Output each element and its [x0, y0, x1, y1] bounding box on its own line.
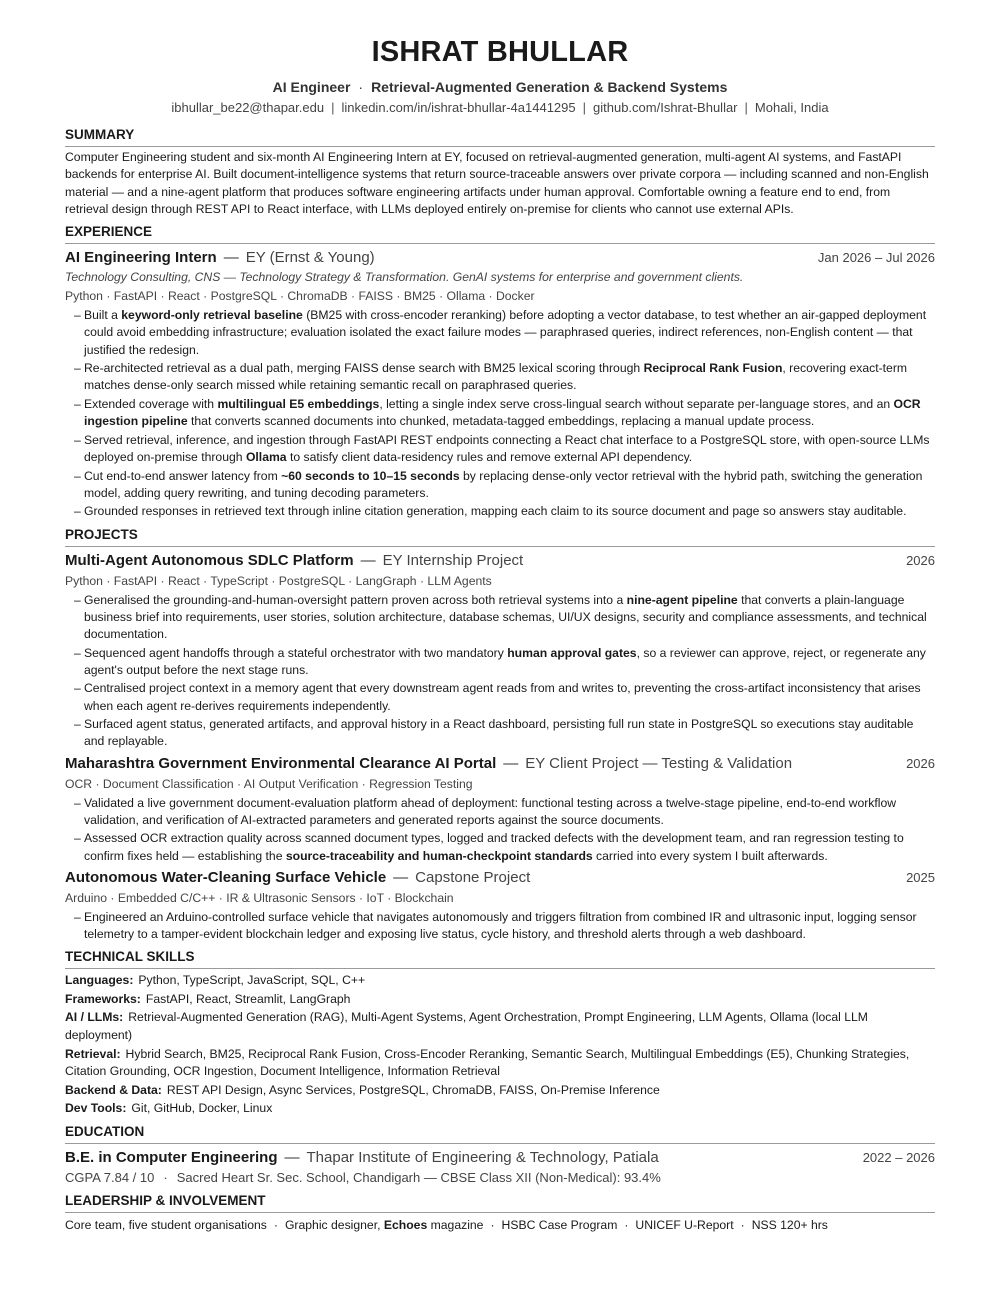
project-date: 2025	[906, 869, 935, 885]
leadership-item: Core team, five student organisations	[65, 1217, 267, 1232]
headline-focus: Retrieval-Augmented Generation & Backend Systems	[371, 79, 728, 95]
bullet-emphasis: OCR ingestion pipeline	[84, 396, 921, 429]
bullet-text: Validated a live government document-evaluation platform ahead of deployment: functional testing across a twelve-stage pipeline, end-to-end workflow validation, and verification of AI-extracted parameters and generated reports against the source documents.	[84, 795, 897, 827]
contact-separator: |	[744, 100, 748, 115]
institution: Thapar Institute of Engineering & Technology, Patiala	[306, 1148, 659, 1166]
bullet-text: (BM25 with cross-encoder reranking) before adopting a vector database, to test whether an air-gapped deployment could avoid embedding infrastructure; evaluation isolated the exact failure modes — paraphrased queries, indirect references, non-English content — that justified the redesign.	[84, 308, 927, 357]
candidate-name: ISHRAT BHULLAR	[371, 36, 629, 68]
leadership-item: HSBC Case Program	[501, 1217, 618, 1232]
project-title: Maharashtra Government Environmental Clearance AI Portal	[65, 754, 497, 772]
bullet-dash: –	[74, 909, 81, 924]
location: Mohali, India	[754, 100, 829, 115]
bullet-text: Extended coverage with	[84, 396, 218, 411]
contact-separator: |	[331, 100, 335, 115]
skills-heading: TECHNICAL SKILLS	[65, 948, 935, 969]
leadership-item: Graphic designer,	[284, 1217, 384, 1232]
project-entry-header	[65, 551, 935, 571]
skill-row	[65, 1082, 935, 1100]
bullet-text: Grounded responses in retrieved text through inline citation generation, mapping each claim to its source document and page so answers stay auditable.	[84, 504, 907, 519]
project-entry-header	[65, 754, 935, 774]
skill-value: Python, TypeScript, JavaScript, SQL, C++	[138, 973, 366, 988]
skill-row	[65, 1009, 935, 1044]
list-item	[65, 645, 935, 679]
skill-value: FastAPI, React, Streamlit, LangGraph	[145, 991, 351, 1006]
job-tech-stack: Python · FastAPI · React · PostgreSQL · ChromaDB · FAISS · BM25 · Ollama · Docker	[65, 289, 535, 304]
separator-dot: ·	[624, 1217, 629, 1232]
project-bullet-list	[65, 909, 935, 943]
bullet-text: that converts scanned documents into chunked, metadata-tagged embeddings, replacing a manual update process.	[187, 414, 815, 429]
summary-text: Computer Engineering student and six-month AI Engineering Intern at EY, focused on retrieval-augmented generation, multi-agent AI systems, and FastAPI backends for enterprise AI. Built document-intelligence systems that return source-traceable answers over private corpora — including scanned and non-English material — and a nine-agent platform that produces software engineering artifacts under human approval. Comfortable owning a feature end to end, from retrieval design through REST API to React interface, with LLMs deployed entirely on-premise for clients who cannot use external APIs.	[65, 150, 929, 216]
project-date: 2026	[906, 552, 935, 568]
em-dash: —	[393, 868, 409, 886]
bullet-text: Generalised the grounding-and-human-oversight pattern proven across both retrieval systems into a	[84, 592, 627, 607]
skill-row	[65, 972, 935, 990]
bullet-text: Cut end-to-end answer latency from	[84, 468, 282, 483]
project-bullet-list	[65, 795, 935, 865]
list-item	[65, 592, 935, 644]
job-bullet-list	[65, 307, 935, 520]
bullet-text: Surfaced agent status, generated artifacts, and approval history in a React dashboard, persisting full run state in PostgreSQL so executions stay auditable and replayable.	[84, 717, 914, 749]
degree: B.E. in Computer Engineering	[65, 1148, 278, 1166]
separator-dot: ·	[273, 1217, 278, 1232]
bullet-dash: –	[74, 717, 81, 732]
cgpa: CGPA 7.84 / 10	[65, 1169, 155, 1185]
project-title: Multi-Agent Autonomous SDLC Platform	[65, 551, 354, 569]
skill-value: Git, GitHub, Docker, Linux	[131, 1101, 273, 1116]
list-item	[65, 830, 935, 864]
skill-value: REST API Design, Async Services, PostgreSQL, ChromaDB, FAISS, On-Premise Inference	[166, 1082, 660, 1097]
bullet-dash: –	[74, 468, 81, 483]
project-title: Autonomous Water-Cleaning Surface Vehicle	[65, 868, 387, 886]
headline-separator: ·	[358, 79, 364, 95]
bullet-text: Served retrieval, inference, and ingestion through FastAPI REST endpoints connecting a React chat interface to a PostgreSQL store, with open-source LLMs deployed on-premise through	[84, 432, 930, 464]
separator-dot: ·	[740, 1217, 745, 1232]
bullet-text: Built a	[84, 308, 122, 323]
education-date: 2022 – 2026	[862, 1149, 935, 1165]
project-tech-stack: OCR · Document Classification · AI Output Verification · Regression Testing	[65, 776, 473, 791]
projects-heading: PROJECTS	[65, 526, 935, 547]
bullet-dash: –	[74, 592, 81, 607]
leadership-heading: LEADERSHIP & INVOLVEMENT	[65, 1192, 935, 1213]
em-dash: —	[223, 249, 239, 267]
bullet-text: Centralised project context in a memory agent that every downstream agent reads from and writes to, preventing the cross-artifact inconsistency that arises when each agent re-derives requirements independently.	[84, 681, 921, 713]
list-item	[65, 396, 935, 430]
skill-label: Languages:	[65, 973, 134, 988]
leadership-item: magazine	[427, 1217, 484, 1232]
summary-heading: SUMMARY	[65, 126, 935, 147]
bullet-dash: –	[74, 795, 81, 810]
headline	[65, 78, 935, 96]
bullet-emphasis: source-traceability and human-checkpoint standards	[285, 848, 593, 863]
bullet-dash: –	[74, 681, 81, 696]
contact-line	[65, 99, 935, 116]
bullet-emphasis: multilingual E5 embeddings	[217, 396, 380, 411]
bullet-text: Re-architected retrieval as a dual path, merging FAISS dense search with BM25 lexical scoring through	[84, 361, 644, 376]
bullet-text: by replacing dense-only vector retrieval with the hybrid path, switching the generation model, adding query rewriting, and tuning decoding parameters.	[84, 468, 923, 500]
headline-role: AI Engineer	[272, 79, 351, 95]
project-title-line	[65, 754, 792, 774]
bullet-dash: –	[74, 396, 81, 411]
experience-heading: EXPERIENCE	[65, 223, 935, 244]
separator-dot: ·	[163, 1169, 168, 1185]
education-title-line	[65, 1148, 659, 1168]
bullet-text: Sequenced agent handoffs through a stateful orchestrator with two mandatory	[84, 645, 508, 660]
bullet-emphasis: Reciprocal Rank Fusion	[643, 361, 783, 376]
education-details	[65, 1168, 935, 1187]
list-item	[65, 307, 935, 359]
list-item	[65, 503, 935, 520]
skills-list	[65, 972, 935, 1118]
skill-row	[65, 1100, 935, 1118]
bullet-emphasis: keyword-only retrieval baseline	[121, 308, 303, 323]
bullet-text: carried into every system I built afterwards.	[592, 848, 828, 863]
bullet-text: , so a reviewer can approve, reject, or regenerate any agent's output before the next stage runs.	[84, 645, 926, 677]
bullet-dash: –	[74, 432, 81, 447]
bullet-text: Engineered an Arduino-controlled surface vehicle that navigates autonomously and triggers filtration from combined IR and ultrasonic input, logging sensor telemetry to a tamper-evident blockchain ledger and exposing live status, cycle history, and threshold alerts through a web dashboard.	[84, 909, 917, 941]
skill-label: Retrieval:	[65, 1046, 121, 1061]
job-date: Jan 2026 – Jul 2026	[817, 250, 935, 266]
skill-value: Retrieval-Augmented Generation (RAG), Multi-Agent Systems, Agent Orchestration, Prompt Engineering, LLM Agents, Ollama (local LLM deployment)	[65, 1010, 868, 1042]
job-title: AI Engineering Intern	[65, 249, 217, 267]
list-item	[65, 360, 935, 394]
bullet-text: to satisfy client data-residency rules and remove external API dependency.	[286, 449, 693, 464]
contact-separator: |	[582, 100, 586, 115]
skill-row	[65, 1046, 935, 1081]
em-dash: —	[360, 551, 376, 569]
list-item	[65, 795, 935, 829]
bullet-dash: –	[74, 308, 81, 323]
list-item	[65, 909, 935, 943]
list-item	[65, 680, 935, 714]
project-context: EY Client Project — Testing & Validation	[525, 754, 793, 772]
bullet-dash: –	[74, 831, 81, 846]
bullet-dash: –	[74, 504, 81, 519]
bullet-text: , letting a single index serve cross-lingual search without separate per-language stores, and an	[379, 396, 894, 411]
github-link[interactable]: github.com/Ishrat-Bhullar	[593, 100, 738, 115]
skill-label: Backend & Data:	[65, 1082, 162, 1097]
leadership-line	[65, 1216, 935, 1234]
project-context: EY Internship Project	[382, 551, 524, 569]
bullet-dash: –	[74, 361, 81, 376]
skill-label: Frameworks:	[65, 991, 141, 1006]
em-dash: —	[284, 1148, 300, 1166]
experience-entry-title-line	[65, 248, 375, 268]
project-tech-stack: Arduino · Embedded C/C++ · IR & Ultrasonic Sensors · IoT · Blockchain	[65, 890, 454, 905]
bullet-dash: –	[74, 645, 81, 660]
bullet-emphasis: human approval gates	[507, 645, 637, 660]
separator-dot: ·	[490, 1217, 495, 1232]
project-title-line	[65, 551, 523, 571]
bullet-emphasis: nine-agent pipeline	[626, 592, 738, 607]
education-heading: EDUCATION	[65, 1123, 935, 1144]
job-employer: EY (Ernst & Young)	[245, 249, 375, 267]
skill-value: Hybrid Search, BM25, Reciprocal Rank Fusion, Cross-Encoder Reranking, Semantic Search, Multilingual Embeddings (E5), Chunking Strategies, Citation Grounding, OCR Ingestion, Document Intelligence, Information Retrieval	[65, 1046, 910, 1079]
skill-label: Dev Tools:	[65, 1101, 127, 1116]
project-bullet-list	[65, 592, 935, 751]
education-entry-header	[65, 1148, 935, 1168]
project-date: 2026	[906, 755, 935, 771]
email-link[interactable]: ibhullar_be22@thapar.edu	[171, 100, 325, 115]
job-subtitle: Technology Consulting, CNS — Technology Strategy & Transformation. GenAI systems for enterprise and government clients.	[65, 270, 744, 285]
magazine-name: Echoes	[383, 1217, 428, 1232]
project-title-line	[65, 868, 530, 888]
list-item	[65, 716, 935, 750]
list-item	[65, 468, 935, 502]
skill-row	[65, 991, 935, 1009]
project-context: Capstone Project	[415, 868, 531, 886]
bullet-text: , recovering exact-term matches dense-only search missed while retaining semantic recall on paraphrased queries.	[84, 361, 908, 393]
bullet-text: that converts a plain-language business brief into requirements, user stories, solution architecture, database schemas, UI/UX designs, security and compliance assessments, and technical documentation.	[84, 592, 927, 641]
linkedin-link[interactable]: linkedin.com/in/ishrat-bhullar-4a1441295	[341, 100, 576, 115]
leadership-item: NSS 120+ hrs	[751, 1217, 828, 1232]
list-item	[65, 432, 935, 466]
project-tech-stack: Python · FastAPI · React · TypeScript · PostgreSQL · LangGraph · LLM Agents	[65, 573, 492, 588]
school-xii: Sacred Heart Sr. Sec. School, Chandigarh — CBSE Class XII (Non-Medical): 93.4%	[176, 1169, 661, 1185]
leadership-item: UNICEF U-Report	[635, 1217, 734, 1232]
bullet-emphasis: ~60 seconds to 10–15 seconds	[281, 468, 460, 483]
skill-label: AI / LLMs:	[65, 1010, 124, 1025]
em-dash: —	[503, 754, 519, 772]
bullet-text: Assessed OCR extraction quality across scanned document types, logged and tracked defects with the development team, and ran regression testing to confirm fixes held — establishing the	[84, 831, 904, 863]
experience-entry-header	[65, 248, 935, 268]
project-entry-header	[65, 868, 935, 888]
bullet-emphasis: Ollama	[245, 449, 287, 464]
